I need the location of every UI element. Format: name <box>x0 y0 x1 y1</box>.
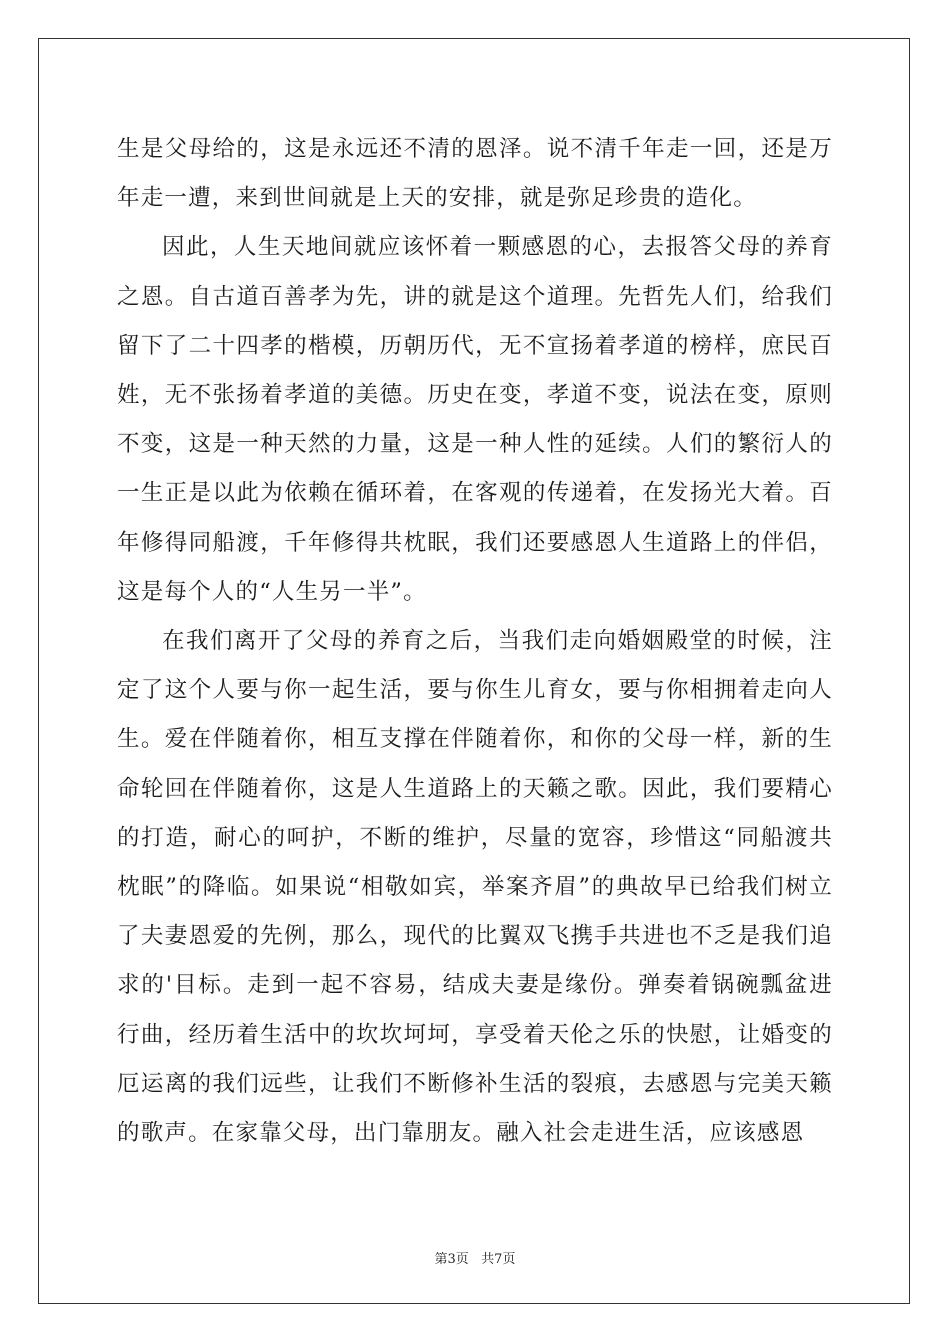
document-body <box>117 125 833 1158</box>
page-number-footer: 第3页 共7页 <box>434 1252 516 1267</box>
paragraph-2: 因此，人生天地间就应该怀着一颗感恩的心，去报答父母的养育之恩。自古道百善孝为先，讲的就是这个道理。先哲先人们，给我们留下了二十四孝的楷模，历朝历代，无不宣扬着孝道的榜样，庶民百姓，无不张扬着孝道的美德。历史在变，孝道不变，说法在变，原则不变，这是一种天然的力量，这是一种人性的延续。人们的繁衍人的一生正是以此为依赖在循环着，在客观的传递着，在发扬光大着。百年修得同船渡，千年修得共枕眠，我们还要感恩人生道路上的伴侣，这是每个人的“人生另一半”。 <box>117 234 833 605</box>
paragraph-1: 生是父母给的，这是永远还不清的恩泽。说不清千年走一回，还是万年走一遭，来到世间就是上天的安排，就是弥足珍贵的造化。 <box>117 136 833 212</box>
paragraph-3: 在我们离开了父母的养育之后，当我们走向婚姻殿堂的时候，注定了这个人要与你一起生活，要与你生儿育女，要与你相拥着走向人生。爱在伴随着你，相互支撑在伴随着你，和你的父母一样，新的生命轮回在伴随着你，这是人生道路上的天籁之歌。因此，我们要精心的打造，耐心的呵护，不断的维护，尽量的宽容，珍惜这“同船渡共枕眠”的降临。如果说“相敬如宾，举案齐眉”的典故早已给我们树立了夫妻恩爱的先例，那么，现代的比翼双飞携手共进也不乏是我们追求的'目标。走到一起不容易，结成夫妻是缘份。弹奏着锅碗瓢盆进行曲，经历着生活中的坎坎坷坷，享受着天伦之乐的快慰，让婚变的厄运离的我们远些，让我们不断修补生活的裂痕，去感恩与完美天籁的歌声。在家靠父母，出门靠朋友。融入社会走进生活，应该感恩 <box>117 628 833 1147</box>
